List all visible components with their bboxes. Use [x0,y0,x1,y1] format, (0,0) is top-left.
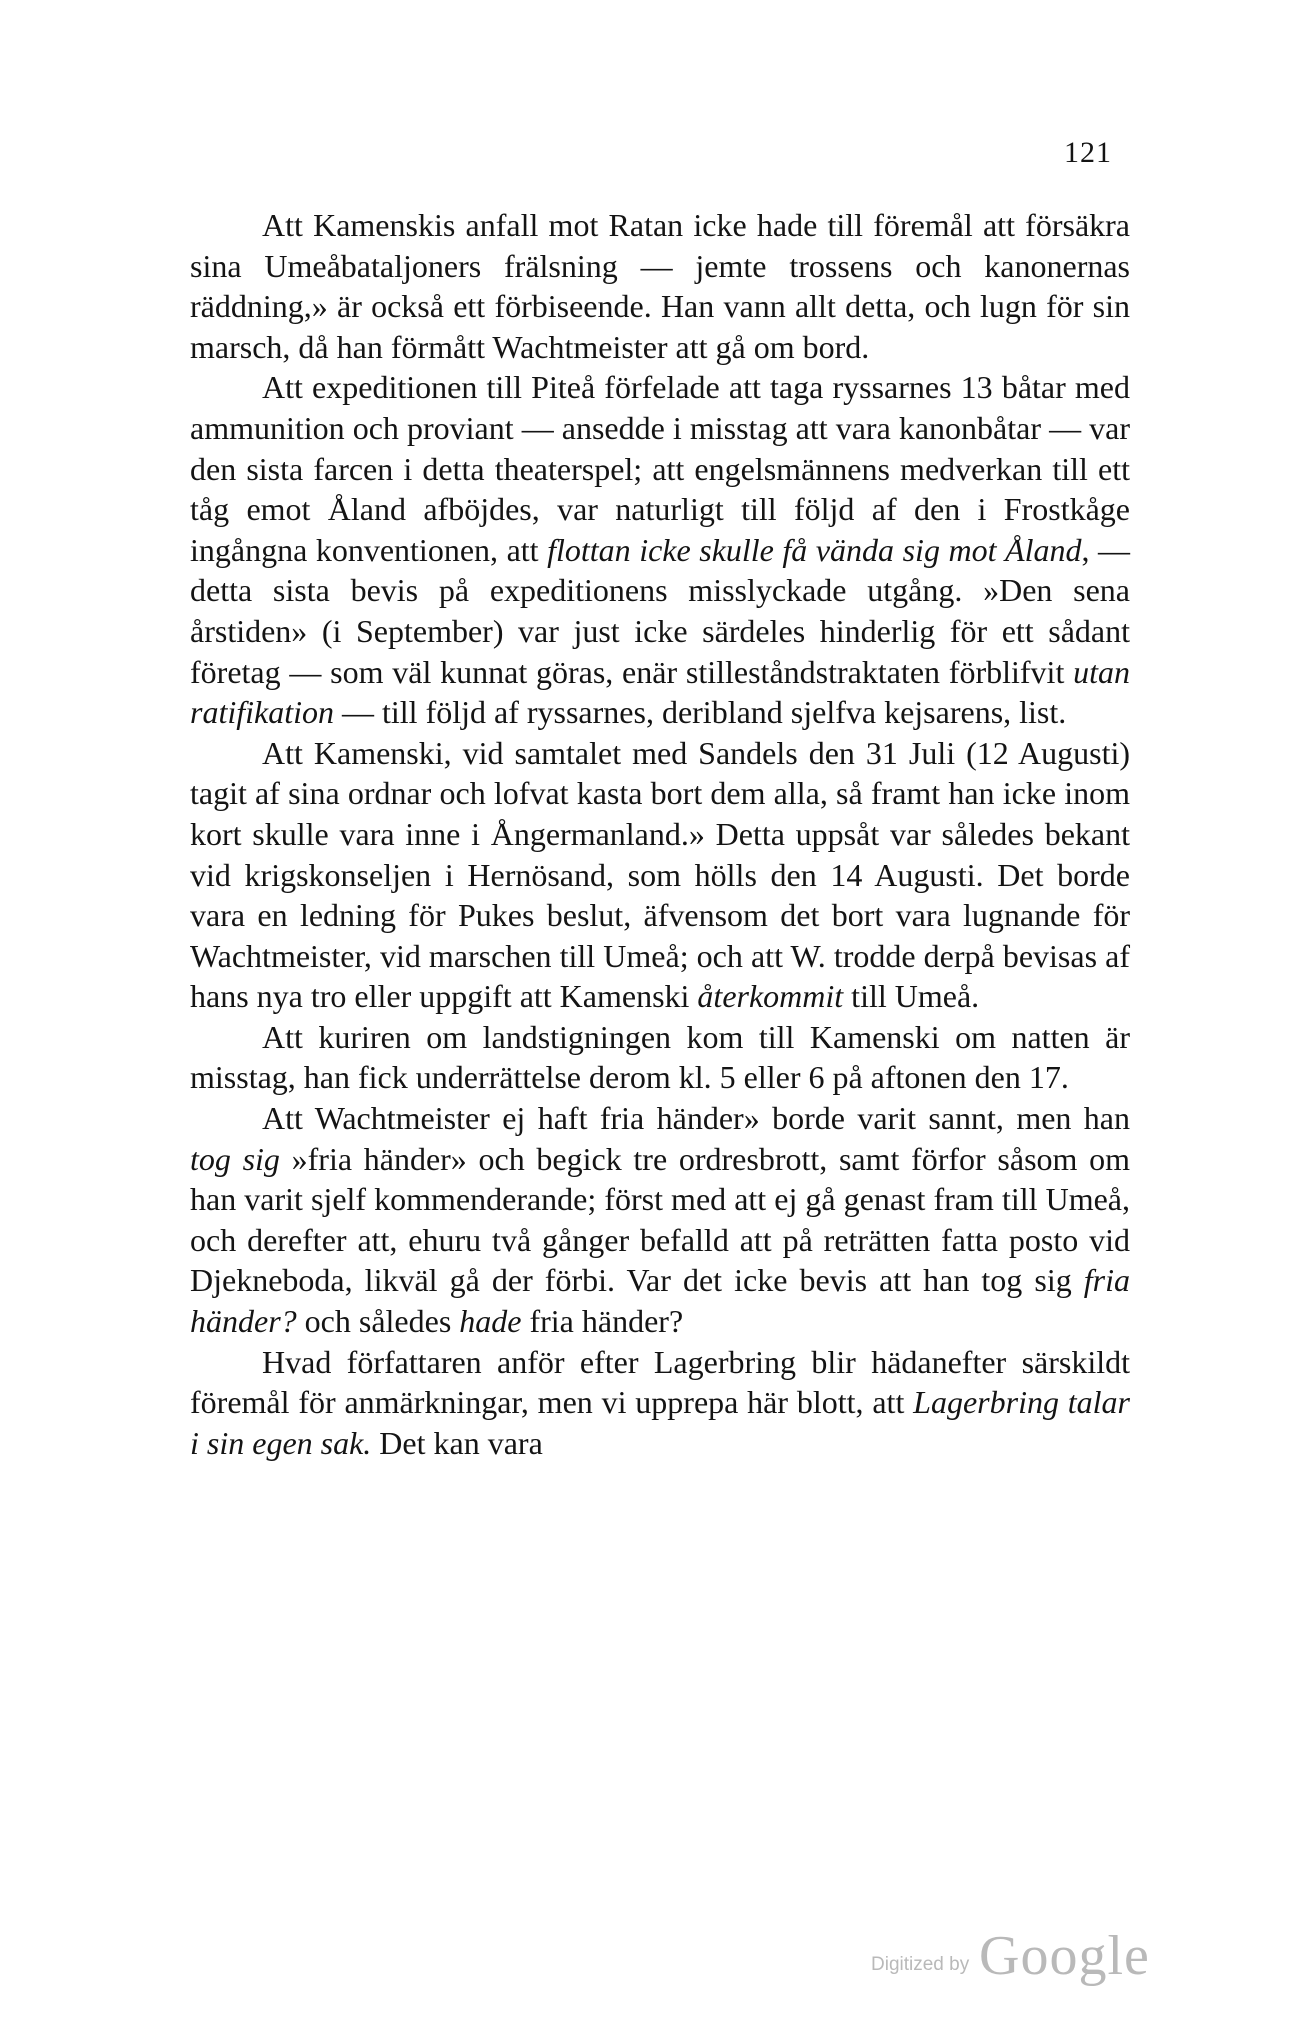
text-run: Att Kamenskis anfall mot Ratan icke hade till föremål att försäkra sina Umeåbataljoners frälsning — jemte trossens och kanonernas räddning,» är också ett förbiseende. Han vann allt detta, och lugn för sin marsch, då han förmått Wachtmeister att gå om bord. [190,207,1130,365]
page-number: 121 [1064,136,1112,169]
text-run: »fria händer» och begick tre ordresbrott, samt förfor såsom om han varit sjelf kommenderande; först med att ej gå genast fram till Umeå, och derefter att, ehuru två gånger befalld att på reträtten fatta posto vid Djekneboda, likväl gå der förbi. Var det icke bevis att han tog sig [190,1140,1131,1299]
italic-text-run: tog sig [190,1140,280,1177]
paragraph [190,733,1130,1017]
italic-text-run: flottan icke skulle få vända sig mot Åland [547,531,1082,568]
digitized-by-google-watermark [871,1924,1150,1994]
text-run: Att Wachtmeister ej haft fria händer» borde varit sannt, men han [262,1100,1130,1137]
italic-text-run: hade [459,1303,522,1340]
paragraph [190,1342,1130,1464]
watermark-digitized-label: Digitized by [871,1954,970,1975]
italic-text-run: utan ratifikation [190,653,1130,731]
text-run: och således [296,1303,460,1340]
text-run: Det kan vara [371,1424,543,1461]
body-text [190,205,1130,1463]
paragraph [190,367,1130,732]
paragraph [190,1017,1130,1098]
text-run: , — detta sista bevis på expeditionens misslyckade utgång. »Den sena årstiden» (i September) var just icke särdeles hinderlig för ett sådant företag — som väl kunnat göras, enär stilleståndstraktaten förblifvit [190,531,1131,690]
text-run: — till följd af ryssarnes, deribland sjelfva kejsarens, list. [334,694,1067,731]
italic-text-run: Lagerbring talar i sin egen sak. [190,1384,1131,1461]
italic-text-run: fria händer? [190,1262,1130,1340]
text-run: Att Kamenski, vid samtalet med Sandels den 31 Juli (12 Augusti) tagit af sina ordnar och lofvat kasta bort dem alla, så framt han icke inom kort skulle vara inne i Ångermanland.» Detta uppsåt var således bekant vid krigskonseljen i Hernösand, som hölls den 14 Augusti. Det borde vara en ledning för Pukes beslut, äfvensom det bort vara lugnande för Wachtmeister, vid marschen till Umeå; och att W. trodde derpå bevisas af hans nya tro eller uppgift att Kamenski [190,734,1130,1015]
text-run: Att kuriren om landstigningen kom till Kamenski om natten är misstag, han fick underrättelse derom kl. 5 eller 6 på aftonen den 17. [190,1018,1130,1096]
text-run: Att expeditionen till Piteå förfelade att taga ryssarnes 13 båtar med ammunition och proviant — ansedde i misstag att vara kanonbåtar — var den sista farcen i detta theaterspel; att engelsmännens medverkan till ett tåg emot Åland afböjdes, var naturligt till följd af den i Frostkåge ingångna konventionen, att [190,369,1130,568]
italic-text-run: återkommit [697,978,844,1015]
text-run: Hvad författaren anför efter Lagerbring blir hädanefter särskildt föremål för anmärkningar, men vi upprepa här blott, att [190,1343,1130,1421]
watermark-google-logo: Google [979,1925,1150,1987]
text-run: till Umeå. [843,978,980,1015]
paragraph [190,205,1130,367]
text-run: fria händer? [521,1303,684,1340]
paragraph [190,1098,1130,1342]
